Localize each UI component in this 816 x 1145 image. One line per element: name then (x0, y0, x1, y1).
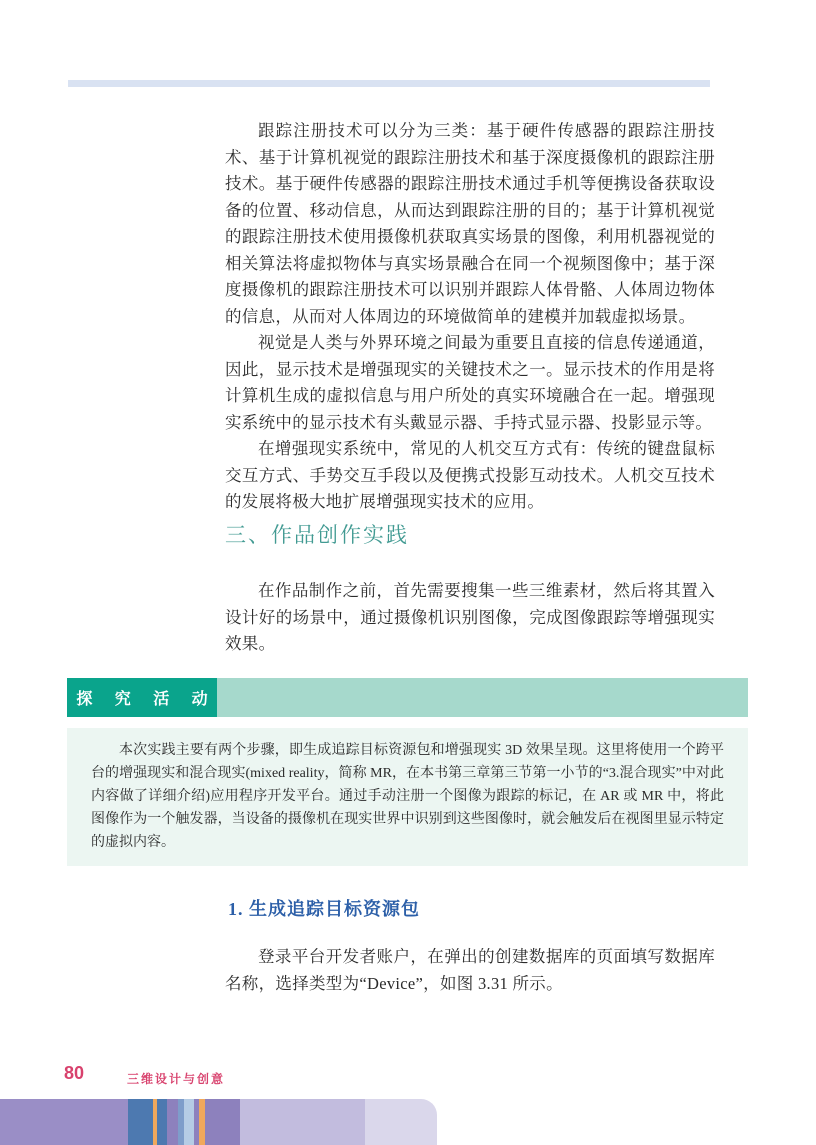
footer-color-band (0, 1099, 437, 1145)
band-stripe (167, 1099, 178, 1145)
footer-book-title: 三维设计与创意 (127, 1072, 226, 1086)
band-stripe (157, 1099, 167, 1145)
band-stripe (128, 1099, 153, 1145)
body-paragraph-tracking-registration: 跟踪注册技术可以分为三类：基于硬件传感器的跟踪注册技术、基于计算机视觉的跟踪注册技术和基于深度摄像机的跟踪注册技术。基于硬件传感器的跟踪注册技术通过手机等便携设备获取设备的位置、移动信息，从而达到跟踪注册的目的；基于计算机视觉的跟踪注册技术使用摄像机获取真实场景的图像，利用机器视觉的相关算法将虚拟物体与真实场景融合在同一个视频图像中；基于深度摄像机的跟踪注册技术可以识别并跟踪人体骨骼、人体周边物体的信息，从而对人体周边的环境做简单的建模并加载虚拟场景。 (225, 121, 715, 326)
body-paragraph-interaction: 在增强现实系统中，常见的人机交互方式有：传统的键盘鼠标交互方式、手势交互手段以及便携式投影互动技术。人机交互技术的发展将极大地扩展增强现实技术的应用。 (225, 439, 715, 511)
band-stripe (205, 1099, 240, 1145)
band-stripe (365, 1099, 437, 1145)
activity-body-box: 本次实践主要有两个步骤，即生成追踪目标资源包和增强现实 3D 效果呈现。这里将使用一个跨平台的增强现实和混合现实(mixed reality，简称 MR，在本书第三章第三节第一小节的“3.混合现实”中对此内容做了详细介绍)应用程序开发平台。通过手动注册一个图像为跟踪的标记，在 AR 或 MR 中，将此图像作为一个触发器，当设备的摄像机在现实世界中识别到这些图像时，就会触发后在视图里显示特定的虚拟内容。 (67, 728, 748, 866)
section-divider-rule (68, 80, 710, 87)
activity-header (67, 678, 748, 717)
activity-title-badge: 探 究 活 动 (67, 678, 217, 717)
band-stripe (0, 1099, 128, 1145)
activity-header-bar (217, 678, 748, 717)
section-intro-paragraph: 在作品制作之前，首先需要搜集一些三维素材，然后将其置入设计好的场景中，通过摄像机识别图像，完成图像跟踪等增强现实效果。 (225, 581, 715, 653)
subsection-paragraph: 登录平台开发者账户，在弹出的创建数据库的页面填写数据库名称，选择类型为“Device”，如图 3.31 所示。 (225, 947, 715, 993)
band-stripe (240, 1099, 365, 1145)
body-paragraph-display-technology: 视觉是人类与外界环境之间最为重要且直接的信息传递通道，因此，显示技术是增强现实的关键技术之一。显示技术的作用是将计算机生成的虚拟信息与用户所处的真实环境融合在一起。增强现实系统中的显示技术有头戴显示器、手持式显示器、投影显示等。 (225, 333, 715, 432)
subsection-heading: 1. 生成追踪目标资源包 (228, 899, 420, 919)
section-heading: 三、作品创作实践 (225, 524, 409, 547)
page-number: 80 (64, 1063, 85, 1083)
band-stripe (184, 1099, 194, 1145)
